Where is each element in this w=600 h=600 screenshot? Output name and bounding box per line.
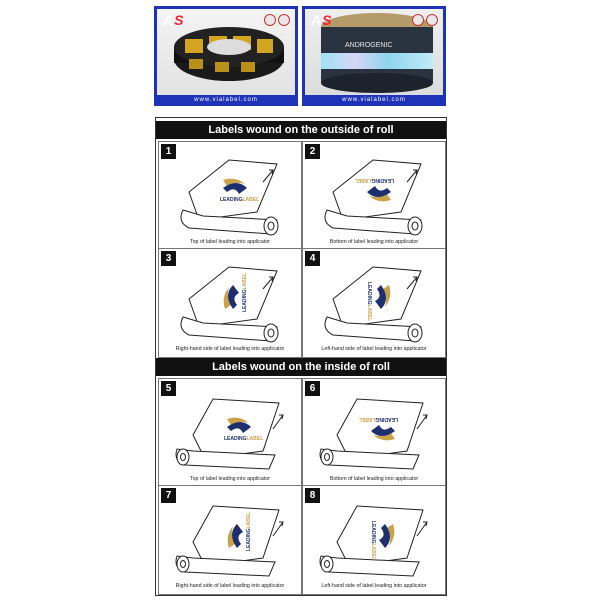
label-logo-text: LEADINGLABEL (366, 282, 372, 322)
roll-core (181, 561, 186, 568)
product-photo-left (154, 6, 298, 106)
orientation-cell-6 (302, 378, 446, 488)
orientation-cell-2 (302, 141, 446, 251)
cell-number: 5 (161, 381, 176, 396)
roll-core (268, 329, 274, 337)
cell-number: 1 (161, 144, 176, 159)
cell-caption: Top of label leading into applicator (189, 239, 271, 245)
cert-badges (410, 13, 438, 31)
label-sheet (193, 399, 279, 459)
roll-core (325, 561, 330, 568)
cell-caption: Top of label leading into applicator (189, 476, 271, 482)
orientation-cell-7 (158, 485, 302, 595)
brand-logo: AS (311, 12, 333, 28)
cell-number: 2 (305, 144, 320, 159)
section-title-outside: Labels wound on the outside of roll (156, 121, 446, 139)
cell-number: 8 (305, 488, 320, 503)
section-title-inside: Labels wound on the inside of roll (156, 358, 446, 376)
roll-core (268, 222, 274, 230)
roll-diagram-outside (303, 142, 445, 250)
cell-caption: Left-hand side of label leading into applicator (321, 346, 427, 352)
cell-caption: Left-hand side of label leading into applicator (321, 583, 427, 589)
product-photo-right (302, 6, 446, 106)
roll-diagram-inside (303, 379, 445, 487)
cell-caption: Right-hand side of label leading into applicator (175, 346, 285, 352)
cell-number: 3 (161, 251, 176, 266)
roll-core (412, 222, 418, 230)
roll-drawing (176, 506, 283, 576)
roll-core (325, 454, 330, 461)
label-sheet (333, 267, 421, 327)
orientation-cell-3 (158, 248, 302, 358)
label-logo-text: LEADINGLABEL (242, 272, 248, 312)
roll-drawing (181, 267, 278, 342)
roll-text: ANDROGENIC (345, 42, 393, 49)
roll-drawing (181, 160, 278, 235)
label-logo-text: LEADINGLABEL (220, 197, 260, 203)
orientation-cell-1 (158, 141, 302, 251)
roll-drawing (176, 399, 283, 469)
label-sheet (189, 160, 277, 220)
label-sheet (337, 506, 423, 566)
cell-number: 6 (305, 381, 320, 396)
roll-drawing (325, 267, 422, 342)
photo-url: www.vialabel.com (194, 97, 258, 103)
cell-caption: Bottom of label leading into applicator (329, 476, 419, 482)
orientation-cell-5 (158, 378, 302, 488)
roll-diagram-outside (159, 142, 301, 250)
label-logo-text: LEADINGLABEL (354, 177, 394, 183)
roll-diagram-outside (303, 249, 445, 357)
cell-number: 4 (305, 251, 320, 266)
roll-diagram-inside (303, 486, 445, 594)
roll-drawing (320, 399, 427, 469)
roll-core (181, 454, 186, 461)
orientation-chart (155, 117, 447, 596)
cell-number: 7 (161, 488, 176, 503)
photo-url: www.vialabel.com (342, 97, 406, 103)
orientation-cell-8 (302, 485, 446, 595)
roll-drawing (320, 506, 427, 576)
roll-diagram-outside (159, 249, 301, 357)
brand-logo: AS (163, 12, 185, 28)
cell-caption: Bottom of label leading into applicator (329, 239, 419, 245)
label-logo-text: LEADINGLABEL (246, 511, 252, 551)
roll-drawing (325, 160, 422, 235)
label-logo-text: LEADINGLABEL (224, 436, 264, 442)
roll-core (412, 329, 418, 337)
roll-diagram-inside (159, 379, 301, 487)
roll-diagram-inside (159, 486, 301, 594)
label-logo-text: LEADINGLABEL (370, 521, 376, 561)
orientation-cell-4 (302, 248, 446, 358)
cert-badges (262, 13, 290, 31)
cell-caption: Right-hand side of label leading into applicator (175, 583, 285, 589)
label-logo-text: LEADINGLABEL (358, 416, 398, 422)
